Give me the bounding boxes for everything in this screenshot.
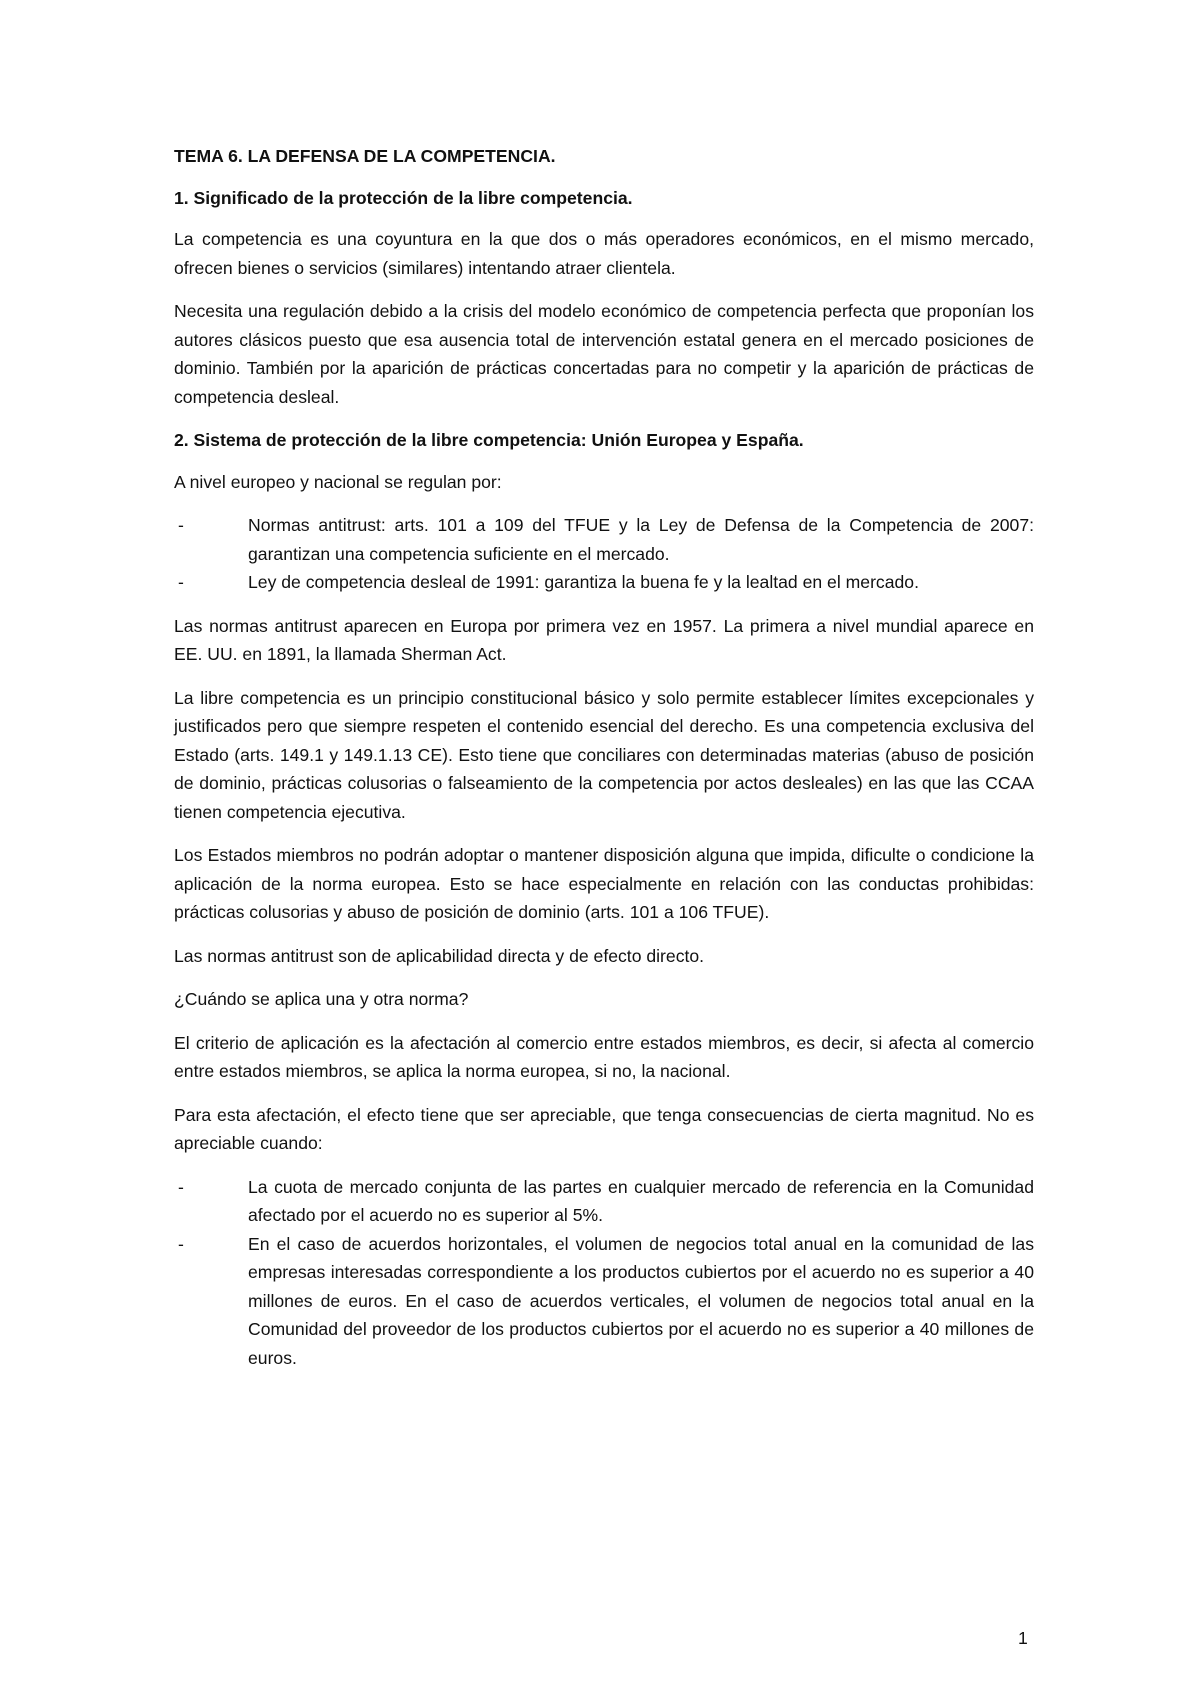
paragraph: Las normas antitrust son de aplicabilidad directa y de efecto directo. [174, 945, 705, 966]
list-item [174, 511, 1034, 568]
paragraph: Las normas antitrust aparecen en Europa por primera vez en 1957. La primera a nivel mundial aparece en EE. UU. en 1891, la llamada Sherman Act. [174, 615, 1034, 664]
list-item-text: Normas antitrust: arts. 101 a 109 del TFUE y la Ley de Defensa de la Competencia de 2007: garantizan una competencia suficiente en el mercado. [248, 515, 1034, 564]
document-page [174, 142, 1034, 1387]
list-item [174, 1230, 1034, 1373]
list-item-text: La cuota de mercado conjunta de las partes en cualquier mercado de referencia en la Comunidad afectado por el acuerdo no es superior al 5%. [248, 1176, 1034, 1225]
list-item [174, 1173, 1034, 1230]
document-title: TEMA 6. LA DEFENSA DE LA COMPETENCIA. [174, 146, 556, 166]
dash-bullet: - [178, 572, 184, 592]
paragraph: La competencia es una coyuntura en la que dos o más operadores económicos, en el mismo mercado, ofrecen bienes o servicios (similares) intentando atraer clientela. [174, 229, 1034, 278]
bullet-list [174, 1173, 1034, 1373]
paragraph: Para esta afectación, el efecto tiene que ser apreciable, que tenga consecuencias de cierta magnitud. No es apreciable cuando: [174, 1104, 1034, 1153]
bullet-list [174, 511, 1034, 597]
paragraph: Los Estados miembros no podrán adoptar o mantener disposición alguna que impida, dificulte o condicione la aplicación de la norma europea. Esto se hace especialmente en relación con las conductas prohibidas: prácticas colusorias y abuso de posición de dominio (arts. 101 a 106 TFUE). [174, 845, 1034, 922]
dash-bullet: - [178, 515, 184, 535]
paragraph: ¿Cuándo se aplica una y otra norma? [174, 989, 469, 1009]
paragraph: La libre competencia es un principio constitucional básico y solo permite establecer límites excepcionales y justificados pero que siempre respeten el contenido esencial del derecho. Es una competencia exclusiva del Estado (arts. 149.1 y 149.1.13 CE). Esto tiene que conciliares con determinadas materias (abuso de posición de dominio, prácticas colusorias o falseamiento de la competencia por actos desleales) en las que las CCAA tienen competencia ejecutiva. [174, 687, 1034, 822]
dash-bullet: - [178, 1233, 184, 1254]
dash-bullet: - [178, 1176, 184, 1197]
paragraph: A nivel europeo y nacional se regulan por: [174, 471, 502, 492]
list-item-text: En el caso de acuerdos horizontales, el volumen de negocios total anual en la comunidad de las empresas interesadas correspondiente a los productos cubiertos por el acuerdo no es superior a 40 millones de euros. En el caso de acuerdos verticales, el volumen de negocios total anual en la Comunidad del proveedor de los productos cubiertos por el acuerdo no es superior a 40 millones de euros. [248, 1233, 1034, 1368]
section-1-heading: 1. Significado de la protección de la libre competencia. [174, 187, 633, 208]
paragraph: Necesita una regulación debido a la crisis del modelo económico de competencia perfecta que proponían los autores clásicos puesto que esa ausencia total de intervención estatal genera en el mercado posiciones de dominio. También por la aparición de prácticas concertadas para no competir y la aparición de prácticas de competencia desleal. [174, 301, 1034, 407]
list-item-text: Ley de competencia desleal de 1991: garantiza la buena fe y la lealtad en el mercado. [248, 572, 919, 592]
paragraph: El criterio de aplicación es la afectación al comercio entre estados miembros, es decir, si afecta al comercio entre estados miembros, se aplica la norma europea, si no, la nacional. [174, 1032, 1034, 1081]
section-2-heading: 2. Sistema de protección de la libre competencia: Unión Europea y España. [174, 430, 804, 450]
page-number: 1 [1018, 1628, 1028, 1648]
list-item [174, 568, 1034, 597]
